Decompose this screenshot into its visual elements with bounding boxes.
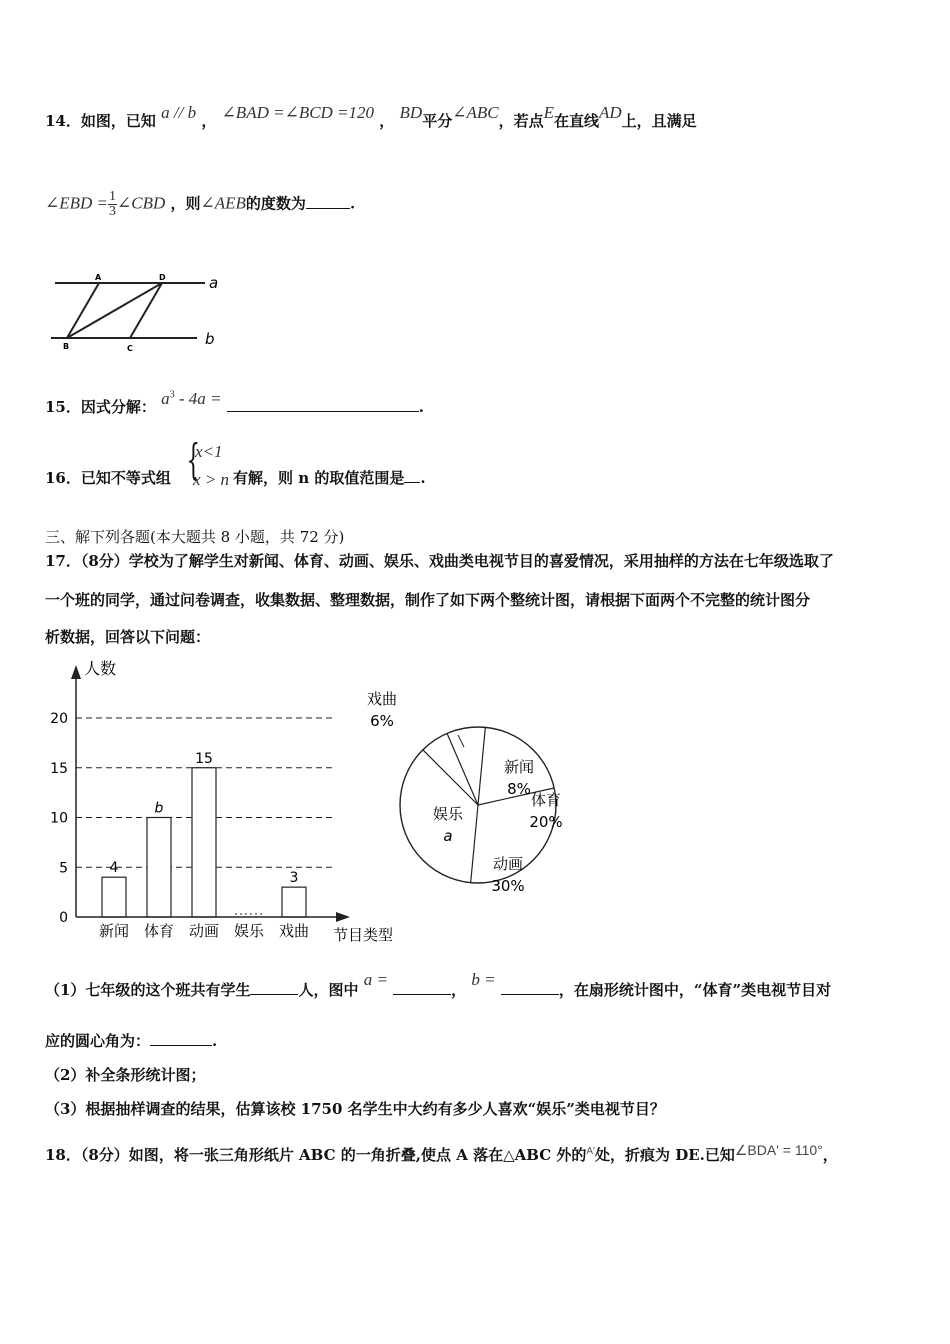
- q14-expr-bd: BD: [399, 103, 423, 122]
- y-tick-label: 10: [50, 810, 68, 827]
- q16-label: [45, 467, 171, 488]
- q18-prime: A': [586, 1146, 595, 1157]
- q14-text: 的度数为: [245, 194, 306, 213]
- q17-text1: （8分）学校为了解学生对新闻、体育、动画、娱乐、戏曲类电视节目的喜爱情况，采用抽样的方法在七年级选取了: [80, 552, 834, 570]
- x-axis-label: 节目类型: [333, 926, 394, 944]
- pie-slice-value: 30%: [491, 877, 525, 895]
- q18-angle: ∠BDA' = 110°: [734, 1142, 823, 1158]
- segment-bd: [67, 283, 162, 338]
- bar-data-label: b: [154, 800, 164, 817]
- q14-text: ，则: [170, 194, 201, 213]
- q17-sub1-text4: 应的圆心角为：: [45, 1032, 151, 1050]
- q14-answer-blank[interactable]: [306, 193, 350, 209]
- q16-number: 16．: [45, 469, 81, 487]
- bar-y-ticks: [50, 711, 68, 926]
- q15-expression: [161, 389, 221, 408]
- q14-end: .: [349, 194, 356, 213]
- q17-comma: ，: [451, 981, 467, 999]
- q14-expr-ad: AD: [599, 103, 622, 122]
- pie-slice-value: 6%: [370, 712, 394, 730]
- q17-number: 17．: [45, 552, 81, 570]
- q14-expr-angles: ∠BAD =∠BCD =120: [221, 103, 375, 122]
- q14-figure: [45, 268, 235, 358]
- q17-sub1-text2: 人，图中: [298, 981, 359, 999]
- q17-b-eq: b =: [471, 970, 496, 989]
- pie-slice-label: 娱乐: [432, 805, 464, 823]
- q17-sub1-end: .: [212, 1032, 218, 1050]
- bar: [282, 887, 306, 917]
- bar-data-label: 3: [289, 870, 299, 887]
- q17-line3: 析数据，回答以下问题：: [45, 628, 211, 646]
- q14-fraction: [108, 190, 117, 219]
- pie-slice-label: 动画: [492, 855, 524, 873]
- q17-sub2: （2）补全条形统计图；: [45, 1066, 206, 1084]
- q18-number: 18．: [45, 1146, 81, 1164]
- q17-b-blank[interactable]: [501, 979, 559, 995]
- x-category-label: 戏曲: [278, 922, 310, 940]
- q16-ineq2: x > n: [193, 470, 230, 489]
- q16-end: .: [420, 469, 426, 487]
- q17-sub1-text: （1）七年级的这个班共有学生: [45, 981, 251, 999]
- q14-expr-ebd: ∠EBD =: [45, 193, 109, 213]
- bar-chart: [40, 655, 410, 955]
- q18-end: ，: [822, 1146, 838, 1164]
- q14-expr-e: E: [543, 103, 554, 122]
- bar: [147, 818, 171, 918]
- q14-text: 在直线: [553, 112, 599, 130]
- bar-data-label: 15: [195, 750, 213, 767]
- y-axis-arrow: [71, 665, 81, 679]
- q15-exponent: 3: [169, 389, 175, 401]
- q14-text: 上，且满足: [621, 112, 697, 130]
- q16-line-end: [233, 467, 426, 488]
- q14-sep: ，: [201, 112, 217, 130]
- q16-text: 已知不等式组: [80, 469, 171, 487]
- q14-number: 14．: [45, 112, 81, 130]
- q17-students-blank[interactable]: [250, 979, 298, 995]
- q14-text: ，若点: [498, 112, 544, 130]
- q15-base: a: [161, 389, 170, 408]
- q14-line1: [45, 103, 697, 131]
- x-category-label: 体育: [143, 922, 175, 940]
- y-tick-label: 5: [59, 860, 68, 877]
- q14-text: 平分: [422, 112, 453, 130]
- pie-slice-value: 20%: [529, 813, 563, 831]
- q14-line2: [45, 190, 355, 219]
- q15-number: 15．: [45, 398, 81, 416]
- q18-text1: （8分）如图，将一张三角形纸片 ABC 的一角折叠,使点 A 落在△ABC 外的: [80, 1146, 587, 1164]
- pie-slice-value: 8%: [507, 780, 531, 798]
- x-category-label: 动画: [188, 922, 220, 940]
- q14-sep: ，: [379, 112, 395, 130]
- q17-sub1-text3: ，在扇形统计图中，“体育”类电视节目对: [558, 981, 832, 999]
- pie-slice-label: 戏曲: [366, 690, 398, 708]
- bar: [102, 877, 126, 917]
- label-line-b: b: [205, 330, 215, 348]
- q14-expr-abc: ∠ABC: [452, 103, 499, 122]
- y-tick-label: 15: [50, 760, 68, 777]
- q15-text: 因式分解：: [80, 398, 156, 416]
- x-axis-arrow: [336, 912, 350, 922]
- q14-frac-den: 3: [109, 204, 117, 219]
- pie-slice-label: 体育: [530, 791, 562, 809]
- pie-slice-value: a: [443, 827, 453, 845]
- q16-text2: 有解，则 n 的取值范围是: [233, 469, 405, 487]
- bar-marks: [102, 751, 306, 917]
- q14-expr-parallel: a // b: [161, 103, 197, 122]
- bar: [192, 768, 216, 917]
- q15-rest: - 4a =: [174, 389, 222, 408]
- q16-ineq1: x<1: [195, 442, 223, 461]
- q16-answer-blank[interactable]: [404, 467, 420, 483]
- bar-categories: [99, 922, 309, 940]
- pie-slice-label: 新闻: [503, 758, 535, 776]
- q18-text2: 处，折痕为 DE.已知: [594, 1146, 735, 1164]
- q14-expr-cbd: ∠CBD: [117, 193, 166, 213]
- q17-sub3: （3）根据抽样调查的结果，估算该校 1750 名学生中大约有多少人喜欢“娱乐”类电视节目？: [45, 1100, 665, 1118]
- x-category-label: 新闻: [98, 922, 130, 940]
- y-axis-label: 人数: [84, 659, 117, 678]
- q17-sub1-line2: [45, 1030, 217, 1051]
- q17-line1: [45, 550, 834, 571]
- pie-chart: [366, 675, 580, 895]
- q14-frac-num: 1: [109, 189, 117, 204]
- x-category-label: 娱乐: [233, 922, 265, 940]
- y-tick-label: 20: [50, 711, 68, 727]
- q17-line2: 一个班的同学，通过问卷调查，收集数据、整理数据，制作了如下两个整统计图，请根据下面两个不完整的统计图分: [45, 591, 811, 609]
- bar-data-label: 4: [109, 860, 119, 877]
- q17-a-eq: a =: [363, 970, 388, 989]
- q16-brace: {: [186, 435, 201, 484]
- q18-line: [45, 1144, 838, 1165]
- q14-text: 如图，已知: [80, 112, 156, 130]
- q17-a-blank[interactable]: [393, 979, 451, 995]
- y-tick-label: 0: [59, 910, 68, 926]
- q15-line: [45, 389, 424, 417]
- label-C: C: [127, 344, 133, 353]
- label-D: D: [159, 273, 166, 282]
- label-B: B: [63, 342, 70, 351]
- label-line-a: a: [209, 274, 219, 292]
- q17-sub1: [45, 970, 832, 1000]
- q15-answer-blank[interactable]: [227, 396, 419, 412]
- q14-expr-aeb: ∠AEB: [200, 193, 246, 213]
- q17-angle-blank[interactable]: [150, 1030, 212, 1046]
- label-A: A: [95, 273, 102, 282]
- q15-end: .: [418, 398, 424, 416]
- section-heading: 三、解下列各题(本大题共 8 小题，共 72 分): [45, 528, 345, 546]
